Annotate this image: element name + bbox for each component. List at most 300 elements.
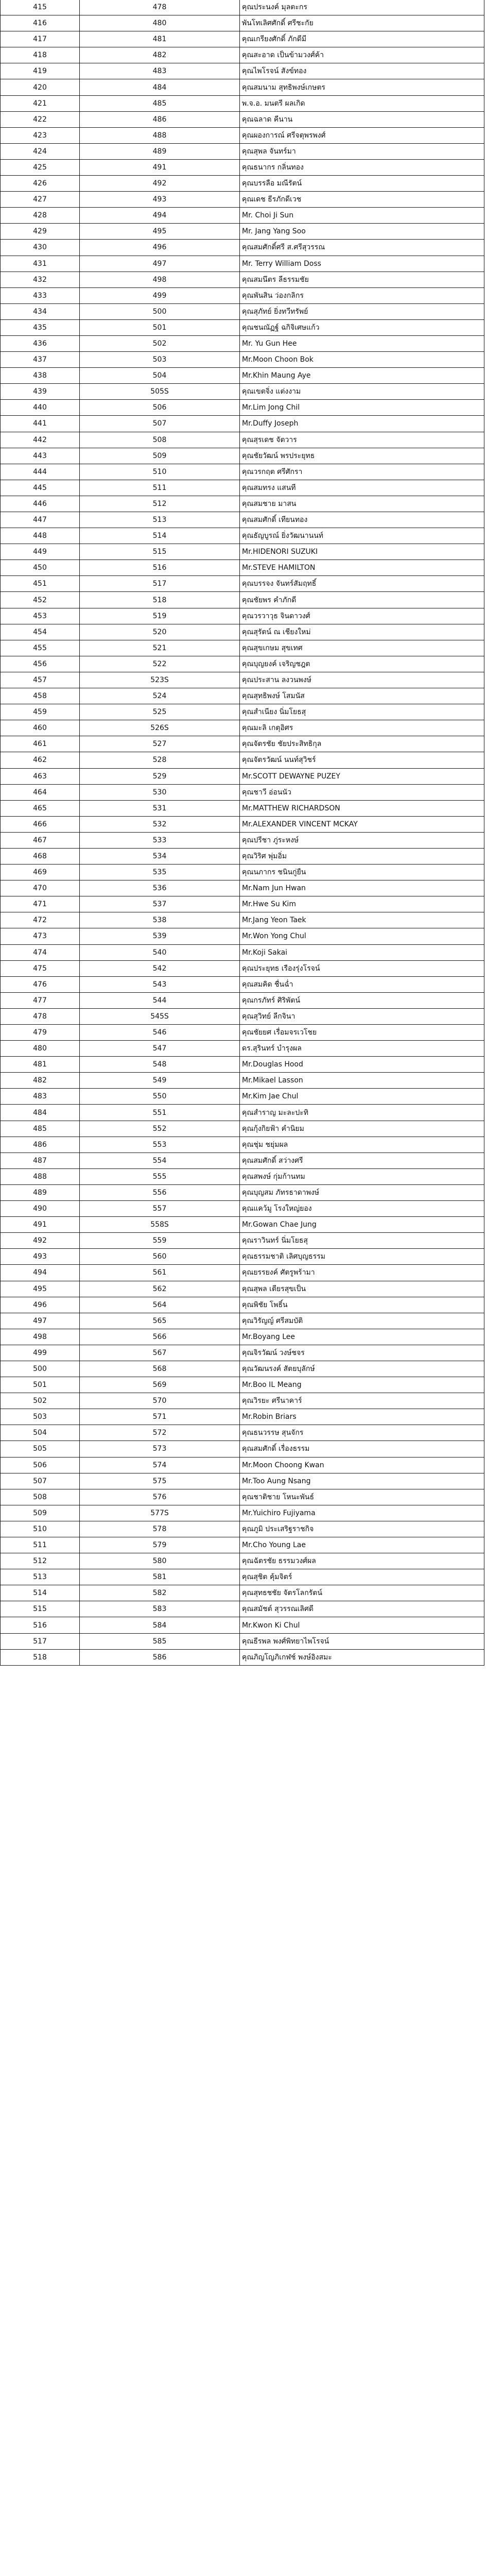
member-code-cell: 535 bbox=[80, 865, 240, 880]
row-number-cell: 417 bbox=[1, 31, 80, 47]
table-row bbox=[1, 544, 484, 560]
table-row bbox=[1, 1345, 484, 1361]
table-row bbox=[1, 1537, 484, 1553]
member-code-cell: 493 bbox=[80, 192, 240, 208]
member-code-cell: 520 bbox=[80, 624, 240, 640]
member-name-cell: ดร.สุรินทร์ บำรุงผล bbox=[240, 1041, 484, 1057]
member-name-cell: คุณแคว้มู โรงใหญ่ยอง bbox=[240, 1201, 484, 1217]
member-name-cell: คุณเขตจิ่ง แต่งงาม bbox=[240, 384, 484, 400]
row-number-cell: 506 bbox=[1, 1457, 80, 1473]
row-number-cell: 514 bbox=[1, 1585, 80, 1601]
member-name-cell: Mr.Moon Choon Bok bbox=[240, 352, 484, 368]
member-name-cell: คุณสุวิทย์ ลีกจินา bbox=[240, 1008, 484, 1024]
member-code-cell: 526S bbox=[80, 720, 240, 736]
member-name-cell: Mr.Yuichiro Fujiyama bbox=[240, 1505, 484, 1521]
member-code-cell: 533 bbox=[80, 832, 240, 848]
row-number-cell: 490 bbox=[1, 1201, 80, 1217]
table-row bbox=[1, 1217, 484, 1233]
row-number-cell: 435 bbox=[1, 319, 80, 335]
member-name-cell: Mr.Jang Yeon Taek bbox=[240, 912, 484, 928]
table-row bbox=[1, 1025, 484, 1041]
member-code-cell: 569 bbox=[80, 1377, 240, 1393]
table-row bbox=[1, 768, 484, 784]
member-code-cell: 570 bbox=[80, 1393, 240, 1409]
member-name-cell: คุณบรรลือ มณีรัตน์ bbox=[240, 176, 484, 192]
member-code-cell: 573 bbox=[80, 1441, 240, 1457]
member-code-cell: 531 bbox=[80, 800, 240, 816]
row-number-cell: 419 bbox=[1, 63, 80, 79]
table-row bbox=[1, 960, 484, 976]
member-code-cell: 538 bbox=[80, 912, 240, 928]
row-number-cell: 489 bbox=[1, 1184, 80, 1200]
member-name-cell: Mr. Jang Yang Soo bbox=[240, 224, 484, 240]
table-row bbox=[1, 1153, 484, 1168]
member-name-cell: คุณสมศักดิ์ เทียนทอง bbox=[240, 512, 484, 528]
table-row bbox=[1, 256, 484, 272]
member-code-cell: 556 bbox=[80, 1184, 240, 1200]
row-number-cell: 452 bbox=[1, 592, 80, 608]
table-row bbox=[1, 240, 484, 256]
row-number-cell: 493 bbox=[1, 1249, 80, 1265]
row-number-cell: 433 bbox=[1, 287, 80, 303]
table-row bbox=[1, 608, 484, 624]
member-name-cell: พ.จ.อ. มนตรี ผลเกิด bbox=[240, 95, 484, 111]
table-row bbox=[1, 528, 484, 544]
table-row bbox=[1, 1457, 484, 1473]
member-name-cell: คุณบรรจง จันทร์สัมฤทธิ์ bbox=[240, 576, 484, 592]
member-code-cell: 514 bbox=[80, 528, 240, 544]
member-name-cell: คุณวรกฤต ศรีศักรา bbox=[240, 464, 484, 480]
member-name-cell: Mr.Kim Jae Chul bbox=[240, 1089, 484, 1105]
row-number-cell: 439 bbox=[1, 384, 80, 400]
row-number-cell: 458 bbox=[1, 688, 80, 704]
row-number-cell: 450 bbox=[1, 560, 80, 576]
row-number-cell: 421 bbox=[1, 95, 80, 111]
table-row bbox=[1, 1089, 484, 1105]
member-code-cell: 517 bbox=[80, 576, 240, 592]
member-code-cell: 539 bbox=[80, 928, 240, 944]
member-code-cell: 484 bbox=[80, 79, 240, 95]
table-row bbox=[1, 928, 484, 944]
row-number-cell: 494 bbox=[1, 1265, 80, 1281]
row-number-cell: 518 bbox=[1, 1649, 80, 1665]
member-code-cell: 565 bbox=[80, 1313, 240, 1329]
table-row bbox=[1, 31, 484, 47]
row-number-cell: 445 bbox=[1, 480, 80, 496]
member-code-cell: 537 bbox=[80, 896, 240, 912]
table-row bbox=[1, 848, 484, 864]
row-number-cell: 509 bbox=[1, 1505, 80, 1521]
table-row bbox=[1, 576, 484, 592]
member-code-cell: 528 bbox=[80, 752, 240, 768]
member-name-cell: คุณสุขเกษม สุขเทศ bbox=[240, 640, 484, 656]
member-name-cell: คุณชัยพร คำภักดี bbox=[240, 592, 484, 608]
table-row bbox=[1, 1329, 484, 1345]
member-code-cell: 567 bbox=[80, 1345, 240, 1361]
member-name-cell: คุณบุญสม ภัทรธาดาพงษ์ bbox=[240, 1184, 484, 1200]
row-number-cell: 454 bbox=[1, 624, 80, 640]
member-name-cell: Mr.Duffy Joseph bbox=[240, 416, 484, 432]
table-row bbox=[1, 640, 484, 656]
member-code-cell: 578 bbox=[80, 1521, 240, 1537]
member-name-cell: คุณสพงษ์ กุ่มก้านทม bbox=[240, 1168, 484, 1184]
member-code-cell: 503 bbox=[80, 352, 240, 368]
member-code-cell: 483 bbox=[80, 63, 240, 79]
member-name-cell: คุณสะอาด เป็นข้ามวงศ์ค้า bbox=[240, 47, 484, 63]
member-code-cell: 542 bbox=[80, 960, 240, 976]
member-name-cell: คุณสมศักดิ์ศรี ส.ศรีสุวรรณ bbox=[240, 240, 484, 256]
table-row bbox=[1, 1521, 484, 1537]
table-row bbox=[1, 496, 484, 512]
member-name-cell: คุณจิรวัฒน์ วงษ์ชจร bbox=[240, 1345, 484, 1361]
table-row bbox=[1, 47, 484, 63]
row-number-cell: 429 bbox=[1, 224, 80, 240]
table-row bbox=[1, 816, 484, 832]
member-code-cell: 485 bbox=[80, 95, 240, 111]
table-row bbox=[1, 1553, 484, 1569]
row-number-cell: 481 bbox=[1, 1057, 80, 1073]
member-code-cell: 500 bbox=[80, 303, 240, 319]
member-code-cell: 577S bbox=[80, 1505, 240, 1521]
row-number-cell: 517 bbox=[1, 1633, 80, 1649]
member-name-cell: คุณสำราญ มะละปะทิ bbox=[240, 1105, 484, 1121]
row-number-cell: 507 bbox=[1, 1473, 80, 1489]
row-number-cell: 451 bbox=[1, 576, 80, 592]
table-row bbox=[1, 512, 484, 528]
row-number-cell: 476 bbox=[1, 976, 80, 992]
table-row bbox=[1, 896, 484, 912]
member-name-cell: คุณชัยวัฒน์ พรประยุทธ bbox=[240, 448, 484, 464]
row-number-cell: 488 bbox=[1, 1168, 80, 1184]
row-number-cell: 430 bbox=[1, 240, 80, 256]
member-name-cell: Mr.Gowan Chae Jung bbox=[240, 1217, 484, 1233]
table-row bbox=[1, 560, 484, 576]
member-code-cell: 558S bbox=[80, 1217, 240, 1233]
table-row bbox=[1, 127, 484, 143]
member-name-cell: พันโทเลิศศักดิ์ ศรีชะกัย bbox=[240, 15, 484, 31]
member-code-cell: 482 bbox=[80, 47, 240, 63]
row-number-cell: 511 bbox=[1, 1537, 80, 1553]
member-name-cell: คุณวิริศ พุ่มอิ่ม bbox=[240, 848, 484, 864]
member-code-cell: 510 bbox=[80, 464, 240, 480]
row-number-cell: 503 bbox=[1, 1409, 80, 1425]
row-number-cell: 491 bbox=[1, 1217, 80, 1233]
member-code-cell: 557 bbox=[80, 1201, 240, 1217]
member-code-cell: 488 bbox=[80, 127, 240, 143]
row-number-cell: 449 bbox=[1, 544, 80, 560]
member-name-cell: คุณธนวรรษ สุนจักร bbox=[240, 1425, 484, 1441]
row-number-cell: 418 bbox=[1, 47, 80, 63]
member-code-cell: 584 bbox=[80, 1617, 240, 1633]
table-row bbox=[1, 159, 484, 175]
table-row bbox=[1, 1633, 484, 1649]
member-name-cell: คุณธีรพล พงศ์พิทยาไพโรจน์ bbox=[240, 1633, 484, 1649]
row-number-cell: 513 bbox=[1, 1569, 80, 1585]
row-number-cell: 470 bbox=[1, 880, 80, 896]
member-code-cell: 551 bbox=[80, 1105, 240, 1121]
member-name-cell: Mr.Robin Briars bbox=[240, 1409, 484, 1425]
member-name-cell: คุณชาติชาย โหนะพันธ์ bbox=[240, 1489, 484, 1505]
member-name-cell: คุณเกรียงศักดิ์ ภักดีมี bbox=[240, 31, 484, 47]
member-name-cell: คุณสมศักดิ์ สว่างศรี bbox=[240, 1153, 484, 1168]
member-code-cell: 566 bbox=[80, 1329, 240, 1345]
member-name-cell: คุณสุพล จันทร์มา bbox=[240, 143, 484, 159]
member-name-cell: Mr.Douglas Hood bbox=[240, 1057, 484, 1073]
member-code-cell: 502 bbox=[80, 335, 240, 351]
member-code-cell: 579 bbox=[80, 1537, 240, 1553]
table-row bbox=[1, 1649, 484, 1665]
row-number-cell: 424 bbox=[1, 143, 80, 159]
member-name-cell: คุณไพโรจน์ สังข์ทอง bbox=[240, 63, 484, 79]
table-row bbox=[1, 1057, 484, 1073]
row-number-cell: 434 bbox=[1, 303, 80, 319]
member-code-cell: 529 bbox=[80, 768, 240, 784]
row-number-cell: 441 bbox=[1, 416, 80, 432]
table-row bbox=[1, 272, 484, 287]
member-code-cell: 586 bbox=[80, 1649, 240, 1665]
member-code-cell: 583 bbox=[80, 1601, 240, 1617]
table-row bbox=[1, 1585, 484, 1601]
row-number-cell: 505 bbox=[1, 1441, 80, 1457]
member-code-cell: 494 bbox=[80, 208, 240, 224]
row-number-cell: 486 bbox=[1, 1137, 80, 1153]
member-code-cell: 536 bbox=[80, 880, 240, 896]
member-name-cell: คุณวิรัญญ์ ศรีสมบัติ bbox=[240, 1313, 484, 1329]
member-name-cell: Mr.Lim Jong Chil bbox=[240, 400, 484, 416]
row-number-cell: 474 bbox=[1, 944, 80, 960]
table-row bbox=[1, 688, 484, 704]
member-code-cell: 491 bbox=[80, 159, 240, 175]
member-name-cell: คุณประยุทธ เรืองรุ่งโรจน์ bbox=[240, 960, 484, 976]
member-name-cell: คุณสุทธิพงษ์ โสมนัส bbox=[240, 688, 484, 704]
row-number-cell: 467 bbox=[1, 832, 80, 848]
member-name-cell: คุณธัญบูรณ์ ยิ่งวัฒนานนท์ bbox=[240, 528, 484, 544]
row-number-cell: 455 bbox=[1, 640, 80, 656]
member-name-cell: คุณสมคิด ชื่นฉ่ำ bbox=[240, 976, 484, 992]
row-number-cell: 475 bbox=[1, 960, 80, 976]
member-name-cell: คุณวัฒนรงค์ สัตยบุลักษ์ bbox=[240, 1361, 484, 1377]
member-code-cell: 499 bbox=[80, 287, 240, 303]
table-row bbox=[1, 63, 484, 79]
row-number-cell: 446 bbox=[1, 496, 80, 512]
row-number-cell: 442 bbox=[1, 432, 80, 448]
member-name-cell: คุณธรรมชาติ เลิศบุญธรรม bbox=[240, 1249, 484, 1265]
row-number-cell: 460 bbox=[1, 720, 80, 736]
member-name-cell: Mr.Won Yong Chul bbox=[240, 928, 484, 944]
member-code-cell: 546 bbox=[80, 1025, 240, 1041]
row-number-cell: 444 bbox=[1, 464, 80, 480]
member-code-cell: 550 bbox=[80, 1089, 240, 1105]
member-code-cell: 521 bbox=[80, 640, 240, 656]
member-code-cell: 527 bbox=[80, 736, 240, 752]
member-code-cell: 516 bbox=[80, 560, 240, 576]
row-number-cell: 436 bbox=[1, 335, 80, 351]
row-number-cell: 463 bbox=[1, 768, 80, 784]
member-code-cell: 495 bbox=[80, 224, 240, 240]
member-code-cell: 564 bbox=[80, 1297, 240, 1313]
table-row bbox=[1, 416, 484, 432]
member-code-cell: 509 bbox=[80, 448, 240, 464]
member-name-cell: คุณธนากร กลิ่นทอง bbox=[240, 159, 484, 175]
row-number-cell: 512 bbox=[1, 1553, 80, 1569]
member-code-cell: 522 bbox=[80, 656, 240, 672]
table-row bbox=[1, 1105, 484, 1121]
row-number-cell: 487 bbox=[1, 1153, 80, 1168]
member-name-cell: คุณยรรยงค์ ศัตรูพร้ามา bbox=[240, 1265, 484, 1281]
member-code-cell: 574 bbox=[80, 1457, 240, 1473]
member-name-cell: Mr.Boo IL Meang bbox=[240, 1377, 484, 1393]
member-code-cell: 523S bbox=[80, 672, 240, 688]
row-number-cell: 482 bbox=[1, 1073, 80, 1089]
member-name-cell: Mr.Moon Choong Kwan bbox=[240, 1457, 484, 1473]
row-number-cell: 500 bbox=[1, 1361, 80, 1377]
table-row bbox=[1, 480, 484, 496]
table-row bbox=[1, 319, 484, 335]
row-number-cell: 477 bbox=[1, 992, 80, 1008]
table-row bbox=[1, 592, 484, 608]
member-name-cell: Mr. Yu Gun Hee bbox=[240, 335, 484, 351]
member-name-cell: คุณสมทรง แสนที bbox=[240, 480, 484, 496]
table-row bbox=[1, 865, 484, 880]
table-row bbox=[1, 672, 484, 688]
row-number-cell: 480 bbox=[1, 1041, 80, 1057]
row-number-cell: 495 bbox=[1, 1281, 80, 1297]
member-name-cell: คุณสุชิต คุ้มจิตร์ bbox=[240, 1569, 484, 1585]
table-row bbox=[1, 335, 484, 351]
member-name-cell: คุณมะลิ เกตุอิศร bbox=[240, 720, 484, 736]
table-row bbox=[1, 464, 484, 480]
row-number-cell: 456 bbox=[1, 656, 80, 672]
table-row bbox=[1, 224, 484, 240]
row-number-cell: 422 bbox=[1, 111, 80, 127]
table-row bbox=[1, 368, 484, 384]
member-code-cell: 561 bbox=[80, 1265, 240, 1281]
row-number-cell: 438 bbox=[1, 368, 80, 384]
table-row bbox=[1, 624, 484, 640]
member-code-cell: 559 bbox=[80, 1233, 240, 1249]
row-number-cell: 415 bbox=[1, 0, 80, 15]
table-row bbox=[1, 976, 484, 992]
member-code-cell: 560 bbox=[80, 1249, 240, 1265]
member-name-cell: คุณสุทธชชัย จัตรโลกรัตน์ bbox=[240, 1585, 484, 1601]
member-code-cell: 582 bbox=[80, 1585, 240, 1601]
member-name-cell: Mr. Terry William Doss bbox=[240, 256, 484, 272]
row-number-cell: 484 bbox=[1, 1105, 80, 1121]
member-name-cell: คุณกรภัทร์ ศิริพัตน์ bbox=[240, 992, 484, 1008]
member-code-cell: 530 bbox=[80, 784, 240, 800]
member-name-cell: คุณนภากร ชนินกู่ยืน bbox=[240, 865, 484, 880]
table-row bbox=[1, 720, 484, 736]
member-code-cell: 519 bbox=[80, 608, 240, 624]
table-row bbox=[1, 832, 484, 848]
member-name-cell: คุณวิรยะ ศรีนาคาร์ bbox=[240, 1393, 484, 1409]
member-name-cell: Mr.Cho Young Lae bbox=[240, 1537, 484, 1553]
member-code-cell: 497 bbox=[80, 256, 240, 272]
row-number-cell: 485 bbox=[1, 1121, 80, 1137]
table-row bbox=[1, 448, 484, 464]
table-row bbox=[1, 1601, 484, 1617]
row-number-cell: 427 bbox=[1, 192, 80, 208]
member-name-cell: คุณสมัชต์ สุวรรณเลิศดี bbox=[240, 1601, 484, 1617]
table-row bbox=[1, 176, 484, 192]
member-code-cell: 511 bbox=[80, 480, 240, 496]
row-number-cell: 508 bbox=[1, 1489, 80, 1505]
table-row bbox=[1, 1569, 484, 1585]
member-code-cell: 552 bbox=[80, 1121, 240, 1137]
member-code-cell: 575 bbox=[80, 1473, 240, 1489]
row-number-cell: 510 bbox=[1, 1521, 80, 1537]
row-number-cell: 423 bbox=[1, 127, 80, 143]
row-number-cell: 515 bbox=[1, 1601, 80, 1617]
table-row bbox=[1, 912, 484, 928]
table-row bbox=[1, 79, 484, 95]
member-name-cell: คุณชาวี อ่อนนัว bbox=[240, 784, 484, 800]
member-code-cell: 534 bbox=[80, 848, 240, 864]
row-number-cell: 447 bbox=[1, 512, 80, 528]
row-number-cell: 425 bbox=[1, 159, 80, 175]
table-row bbox=[1, 1168, 484, 1184]
row-number-cell: 459 bbox=[1, 704, 80, 720]
member-code-cell: 486 bbox=[80, 111, 240, 127]
member-code-cell: 524 bbox=[80, 688, 240, 704]
table-row bbox=[1, 992, 484, 1008]
row-number-cell: 469 bbox=[1, 865, 80, 880]
member-name-cell: คุณกุ้งกิยฟ้า คำนิยม bbox=[240, 1121, 484, 1137]
row-number-cell: 516 bbox=[1, 1617, 80, 1633]
table-row bbox=[1, 1265, 484, 1281]
member-code-cell: 562 bbox=[80, 1281, 240, 1297]
member-code-cell: 540 bbox=[80, 944, 240, 960]
row-number-cell: 431 bbox=[1, 256, 80, 272]
member-code-cell: 585 bbox=[80, 1633, 240, 1649]
member-code-cell: 548 bbox=[80, 1057, 240, 1073]
table-row bbox=[1, 432, 484, 448]
member-code-cell: 481 bbox=[80, 31, 240, 47]
member-name-cell: คุณพิชัย โพธิ์น bbox=[240, 1297, 484, 1313]
table-row bbox=[1, 752, 484, 768]
table-row bbox=[1, 704, 484, 720]
row-number-cell: 464 bbox=[1, 784, 80, 800]
row-number-cell: 504 bbox=[1, 1425, 80, 1441]
row-number-cell: 448 bbox=[1, 528, 80, 544]
member-name-cell: Mr.Khin Maung Aye bbox=[240, 368, 484, 384]
member-name-cell: คุณสมชาย มาสน bbox=[240, 496, 484, 512]
table-row bbox=[1, 1233, 484, 1249]
member-code-cell: 525 bbox=[80, 704, 240, 720]
member-name-cell: คุณสำเนียง นิ่มโยธสุ bbox=[240, 704, 484, 720]
row-number-cell: 461 bbox=[1, 736, 80, 752]
member-name-cell: คุณประนงค์ มุลตะกร bbox=[240, 0, 484, 15]
member-name-cell: คุณพันสิน ว่องกลิกร bbox=[240, 287, 484, 303]
member-name-cell: คุณสุรัตน์ ณ เชียงใหม่ bbox=[240, 624, 484, 640]
table-row bbox=[1, 1041, 484, 1057]
row-number-cell: 501 bbox=[1, 1377, 80, 1393]
table-row bbox=[1, 656, 484, 672]
member-name-cell: คุณชัยยศ เรื่อมจรเวโชย bbox=[240, 1025, 484, 1041]
member-name-cell: คุณภิญโญภิเกฬช์ พงษ์อิงสมะ bbox=[240, 1649, 484, 1665]
table-row bbox=[1, 880, 484, 896]
row-number-cell: 502 bbox=[1, 1393, 80, 1409]
member-code-cell: 508 bbox=[80, 432, 240, 448]
member-name-cell: Mr.Koji Sakai bbox=[240, 944, 484, 960]
member-code-cell: 518 bbox=[80, 592, 240, 608]
table-row bbox=[1, 1313, 484, 1329]
table-row bbox=[1, 303, 484, 319]
table-row bbox=[1, 1393, 484, 1409]
member-code-cell: 554 bbox=[80, 1153, 240, 1168]
row-number-cell: 453 bbox=[1, 608, 80, 624]
row-number-cell: 499 bbox=[1, 1345, 80, 1361]
